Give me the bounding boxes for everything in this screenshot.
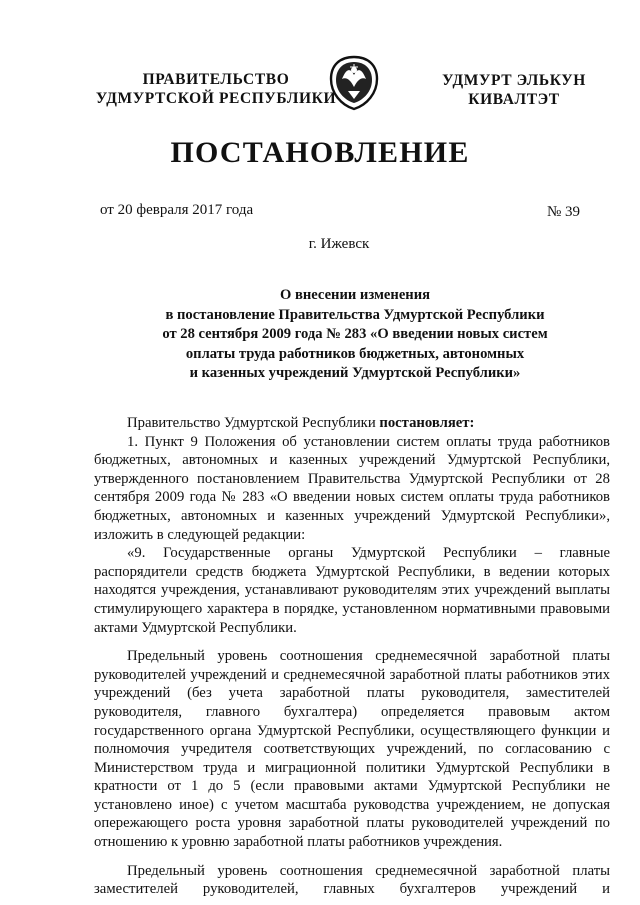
udmurt-coat-of-arms-icon [328,55,380,111]
government-name-russian [86,70,346,108]
subject-line: оплаты труда работников бюджетных, автономных [185,345,525,362]
government-name-udmurt [425,71,603,109]
intro-text: Правительство Удмуртской Республики [127,415,380,431]
header-right-line1: УДМУРТ ЭЛЬКУН [442,72,586,89]
header-left-line2: УДМУРТСКОЙ РЕСПУБЛИКИ [95,90,337,107]
document-body [94,414,610,899]
paragraph-spacer [94,637,610,647]
body-paragraph: Предельный уровень соотношения среднемесячной заработной платы руководителей учреждений и среднемесячной заработной платы работников этих учреждений (без учета заработной платы руководителя, заместителей руководителя, главного бухгалтера) определяется правовым актом государственного органа Удмуртской Республики, осуществляющего функции и полномочия учредителя соответствующих учреждений, по согласованию с Министерством труда и миграционной политики Удмуртской Республики в кратности от 1 до 5 (если правовыми актами Удмуртской Республики не установлено иное) с учетом масштаба руководства учреждением, не допуская опережающего роста уровня заработной платы руководителей учреждений по отношению к уровню заработной платы работников учреждения. [94,648,610,851]
document-date: от 20 февраля 2017 года [100,202,254,218]
document-subject [100,286,610,384]
intro-paragraph [94,414,610,433]
subject-line: от 28 сентября 2009 года № 283 «О введении новых систем [162,326,548,342]
paragraph-spacer [94,852,610,862]
subject-line: и казенных учреждений Удмуртской Республики» [189,365,521,381]
header-left-line1: ПРАВИТЕЛЬСТВО [142,71,290,88]
body-paragraph: 1. Пункт 9 Положения об установлении систем оплаты труда работников бюджетных, автономных и казенных учреждений Удмуртской Республики, утвержденного постановлением Правительства Удмуртской Республики от 28 сентября 2009 года № 283 «О введении новых систем оплаты труда работников бюджетных, автономных и казенных учреждений Удмуртской Республики», изложить в следующей редакции: [94,433,610,543]
document-number: № 39 [546,204,580,220]
document-city: г. Ижевск [308,236,370,252]
intro-resolves: постановляет: [379,415,475,431]
body-paragraph: «9. Государственные органы Удмуртской Республики – главные распорядители средств бюджета Удмуртской Республики, в ведении которых находятся учреждения, устанавливают руководителям этих учреждений выплаты стимулирующего характера в порядке, установленном нормативными правовыми актами Удмуртской Республики. [94,545,610,636]
header-right-line2: КИВАЛТЭТ [468,91,560,108]
subject-line: в постановление Правительства Удмуртской Республики [165,306,545,323]
subject-line: О внесении изменения [279,287,431,303]
body-paragraph: Предельный уровень соотношения среднемесячной заработной платы заместителей руководителей, главных бухгалтеров учреждений и [94,862,610,898]
document-title: ПОСТАНОВЛЕНИЕ [170,136,470,169]
